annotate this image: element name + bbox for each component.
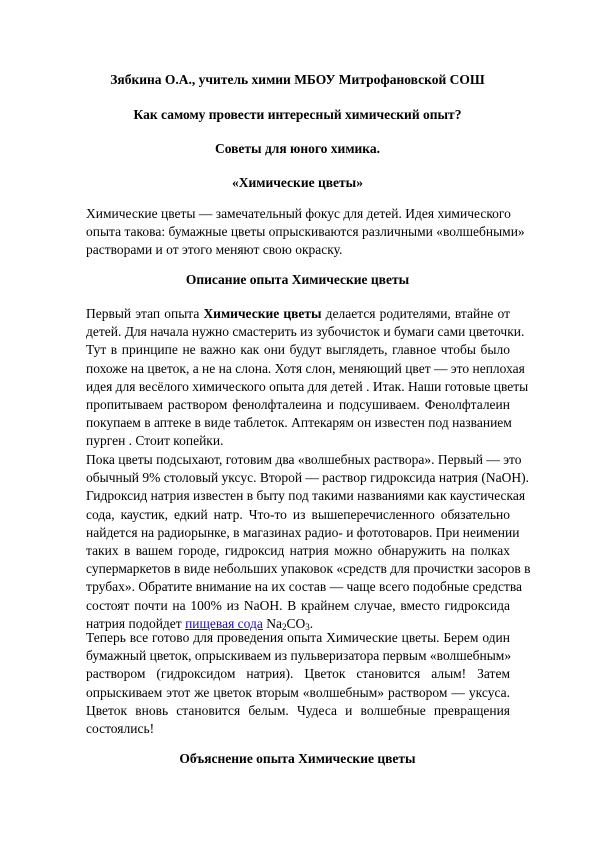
paragraph-line: трубах». Обратите внимание на их состав — чаще всего подобные средства <box>86 579 523 595</box>
paragraph-line: раствором (гидроксидом натрия). Цветок становится алым! Затем <box>86 666 510 682</box>
paragraph-line: Цветок вновь становится белым. Чудеса и волшебные превращения <box>86 702 510 718</box>
formula-text: Na <box>262 615 283 631</box>
paragraph-line: похоже на цветок, а не на слона. Хотя слон, меняющий цвет — это неплохая <box>86 360 525 376</box>
paragraph-line: таких в вашем городе, гидроксид натрия можно обнаружить на полках <box>86 542 510 558</box>
paragraph-line: бумажный цветок, опрыскиваем из пульверизатора первым «волшебным» <box>86 648 512 664</box>
section-title-description: Описание опыта Химические цветы <box>185 272 410 287</box>
paragraph-first-stage <box>86 305 529 451</box>
paragraph-line: Пока цветы подсыхают, готовим два «волшебных раствора». Первый — это <box>86 452 522 467</box>
section-title-explanation: Объяснение опыта Химические цветы <box>179 751 416 766</box>
paragraph-line: покупаем в аптеке в виде таблеток. Аптекарям он известен под названием <box>86 415 512 431</box>
formula-text: CO <box>286 615 306 631</box>
paragraph-line: идея для весёлого химического опыта для детей . Итак. Наши готовые цветы <box>86 378 529 394</box>
question-heading: Как самому провести интересный химический опыт? <box>133 107 462 122</box>
formula-text: . <box>309 615 314 631</box>
bold-phrase: Химические цветы <box>203 306 322 321</box>
paragraph-solutions <box>86 451 531 633</box>
topic-heading: «Химические цветы» <box>232 175 363 190</box>
paragraph-line: состоят почти на 100% из NaOH. В крайнем случае, вместо гидроксида <box>86 597 510 613</box>
advice-heading: Советы для юного химика. <box>214 141 381 156</box>
paragraph-line: Тут в принципе не важно как они будут выглядеть, главное чтобы было <box>86 342 510 358</box>
text-run: делается родителями, втайне от <box>325 306 510 321</box>
paragraph-line: обычный 9% столовый уксус. Второй — раствор гидроксида натрия (NaOH). <box>86 470 529 486</box>
text-run: натрия подойдет <box>86 615 186 631</box>
author-line: Зябкина О.А., учитель химии МБОУ Митрофановской СОШ <box>110 72 485 87</box>
paragraph-line: найдется на радиорынке, в магазинах радио- и фототоваров. При неимении <box>86 524 520 540</box>
paragraph-experiment <box>86 629 510 738</box>
paragraph-line: супермаркетов в виде небольших упаковок «средств для прочистки засоров в <box>86 561 531 577</box>
paragraph-line: сода, каустик, едкий натр. Что-то из вышеперечисленного обязательно <box>86 506 510 522</box>
intro-paragraph <box>86 205 525 260</box>
text-run: Первый этап опыта <box>86 306 200 321</box>
paragraph-line: состоялись! <box>86 720 155 736</box>
paragraph-line: детей. Для начала нужно смастерить из зубочисток и бумаги сами цветочки. <box>86 324 525 340</box>
intro-line: растворами и от этого меняют свою окраску. <box>86 242 343 258</box>
paragraph-line: опрыскиваем этот же цветок вторым «волшебным» раствором — уксуса. <box>86 684 510 700</box>
formula-subscript: 3 <box>305 621 310 632</box>
paragraph-line: Гидроксид натрия известен в быту под такими названиями как каустическая <box>86 488 526 504</box>
paragraph-line: пропитываем раствором фенолфталеина и подсушиваем. Фенолфталеин <box>86 396 510 412</box>
paragraph-line <box>86 305 510 323</box>
intro-line: Химические цветы — замечательный фокус для детей. Идея химического <box>86 206 511 221</box>
paragraph-line: пурген . Стоит копейки. <box>86 433 224 449</box>
paragraph-line: Теперь все готово для проведения опыта Химические цветы. Берем один <box>86 630 510 645</box>
baking-soda-link[interactable]: пищевая сода <box>185 615 263 631</box>
intro-line: опыта такова: бумажные цветы опрыскиваются различными «волшебными» <box>86 224 525 240</box>
formula-subscript: 2 <box>282 621 287 632</box>
